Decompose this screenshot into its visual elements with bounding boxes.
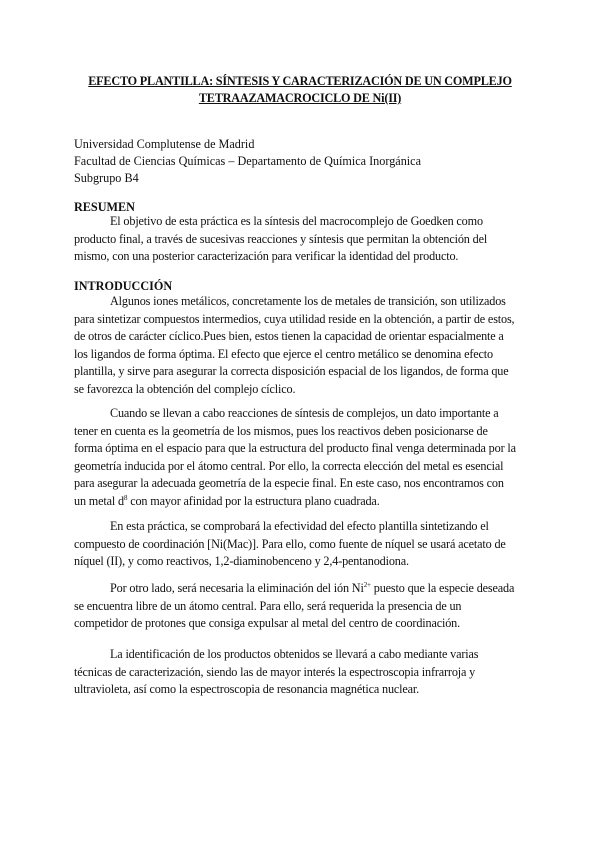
superscript: 8 <box>123 493 128 502</box>
text-line: compuesto de coordinación [Ni(Mac)]. Para ello, como fuente de níquel se usará acetato de <box>74 536 506 551</box>
text-line: mismo, con una posterior caracterización para verificar la identidad del producto. <box>74 249 459 264</box>
text-line: producto final, a través de sucesivas reacciones y síntesis que permitan la obtención del <box>74 231 488 246</box>
text-line: técnicas de caracterización, siendo las de mayor interés la espectroscopia infrarroja y <box>74 664 476 679</box>
text-line: se encuentra libre de un átomo central. Para ello, será requerida la presencia de un <box>74 598 462 613</box>
text-line: de otros de carácter cíclico.Pues bien, estos tienen la capacidad de orientar espacialmente a <box>74 329 504 344</box>
title-line-1: EFECTO PLANTILLA: SÍNTESIS Y CARACTERIZACIÓN DE UN COMPLEJO <box>88 74 512 88</box>
text-line <box>74 580 526 598</box>
text-run: puesto que la especie deseada <box>370 581 515 595</box>
text-run: un metal d <box>74 493 124 508</box>
intro-paragraph-3 <box>74 518 526 571</box>
intro-paragraph-2 <box>74 405 526 511</box>
intro-paragraph-5 <box>74 646 526 699</box>
affiliation-block <box>74 136 421 187</box>
text-line: El objetivo de esta práctica es la síntesis del macrocomplejo de Goedken como <box>110 214 483 228</box>
intro-paragraph-4 <box>74 580 526 633</box>
text-line: plantilla, y sirve para asegurar la correcta disposición espacial de los ligandos, de forma que <box>74 364 509 379</box>
text-run: Por otro lado, será necesaria la eliminación del ión Ni <box>110 581 364 595</box>
subgroup-name: Subgrupo B4 <box>74 171 139 185</box>
text-line: Cuando se llevan a cabo reacciones de síntesis de complejos, un dato importante a <box>110 406 499 420</box>
text-line: En esta práctica, se comprobará la efectividad del efecto plantilla sintetizando el <box>110 519 489 533</box>
text-line: La identificación de los productos obtenidos se llevará a cabo mediante varias <box>110 647 479 661</box>
text-line: níquel (II), y como reactivos, 1,2-diaminobenceno y 2,4-pentanodiona. <box>74 554 409 569</box>
text-line: geometría inducida por el átomo central. Por ello, la correcta elección del metal es esencial <box>74 458 504 473</box>
introduccion-heading: INTRODUCCIÓN <box>74 279 173 293</box>
text-line: ultravioleta, así como la espectroscopia de resonancia magnética nuclear. <box>74 682 420 697</box>
text-line: para asegurar la adecuada geometría de la especie final. En este caso, nos encontramos con <box>74 476 504 491</box>
text-line <box>74 493 526 511</box>
resumen-heading: RESUMEN <box>74 200 135 214</box>
title-line-2: TETRAAZAMACROCICLO DE Ni(II) <box>198 91 402 105</box>
faculty-name: Facultad de Ciencias Químicas – Departamento de Química Inorgánica <box>74 154 421 168</box>
text-line: tener en cuenta es la geometría de los mismos, pues los reactivos deben posicionarse de <box>74 423 488 438</box>
text-line: los ligandos de forma óptima. El efecto que ejerce el centro metálico se denomina efecto <box>74 346 493 361</box>
text-line: forma óptima en el espacio para que la estructura del producto final venga determinada por la <box>74 441 516 456</box>
intro-paragraph-1 <box>74 293 526 399</box>
text-run: con mayor afinidad por la estructura plano cuadrada. <box>127 493 380 508</box>
text-line: Algunos iones metálicos, concretamente los de metales de transición, son utilizados <box>110 294 506 308</box>
university-name: Universidad Complutense de Madrid <box>74 137 255 151</box>
text-line: competidor de protones que consiga expulsar al metal del centro de coordinación. <box>74 616 460 631</box>
text-line: para sintetizar compuestos intermedios, cuya utilidad reside en la obtención, a partir de estos, <box>74 311 515 326</box>
superscript: 2+ <box>363 581 371 589</box>
text-line: se favorezca la obtención del complejo cíclico. <box>74 381 296 396</box>
document-title <box>74 73 526 107</box>
resumen-paragraph <box>74 213 526 266</box>
